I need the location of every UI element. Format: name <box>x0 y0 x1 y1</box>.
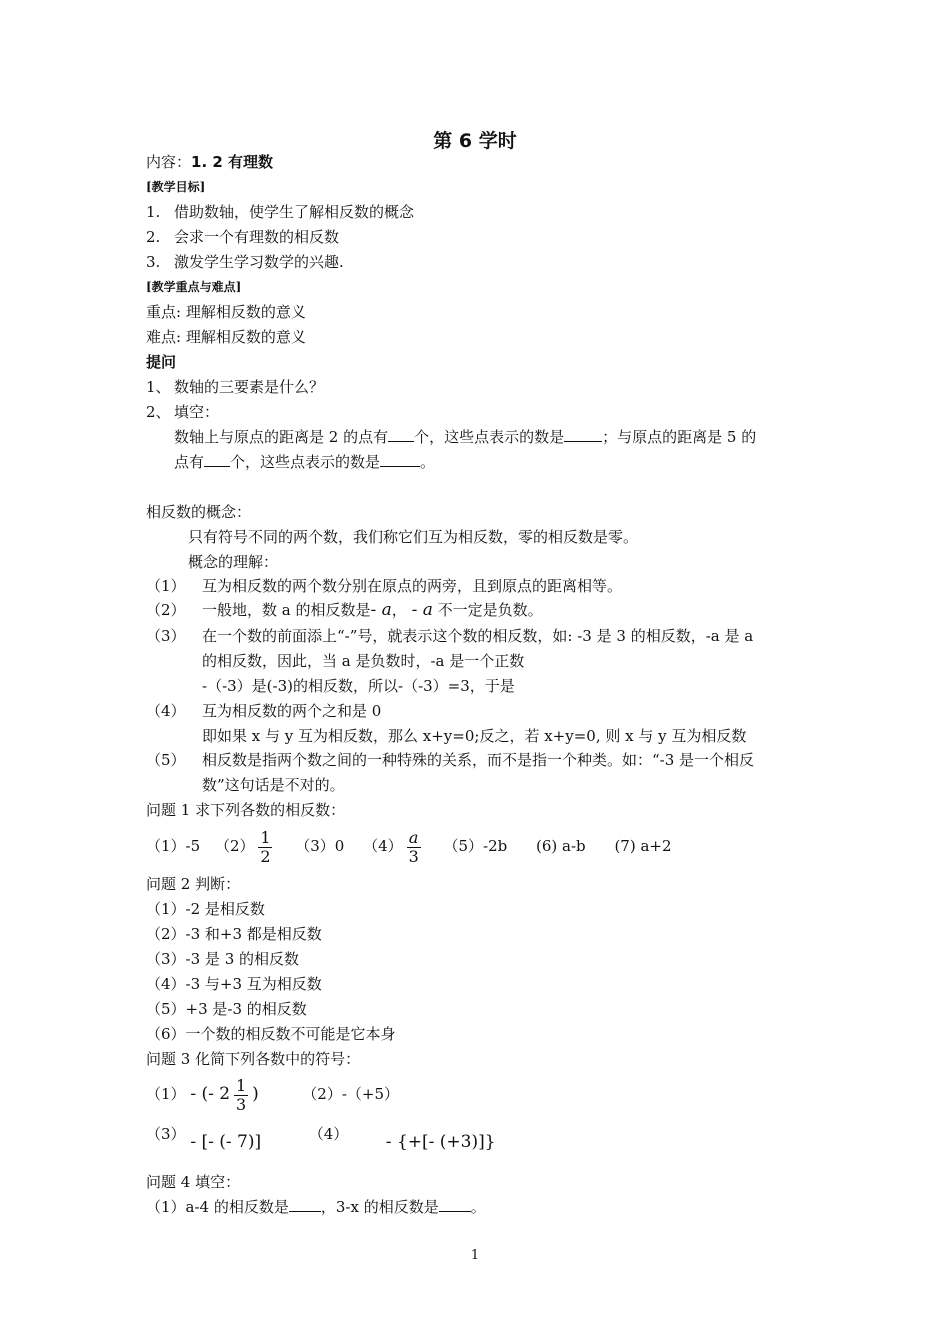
point-item <box>146 626 753 646</box>
page-title: 第 6 学时 <box>433 130 517 152</box>
key-point: 重点: 理解相反数的意义 <box>146 303 306 321</box>
question-text: 填空： <box>174 403 220 421</box>
fill-blank-line <box>174 427 756 447</box>
point-text: 不一定是负数。 <box>437 601 543 619</box>
point-text: 相反数是指两个数之间的一种特殊的关系，而不是指一个种类。如：“-3 是一个相反 <box>202 751 755 769</box>
problem-item: （5）-2b <box>443 837 508 855</box>
problem2-item: （3）-3 是 3 的相反数 <box>146 950 300 968</box>
math-expression: - a <box>370 600 392 620</box>
point-text: 互为相反数的两个数分别在原点的两旁，且到原点的距离相等。 <box>202 577 623 595</box>
point-continuation: 即如果 x 与 y 互为相反数，那么 x+y=0;反之，若 x+y=0, 则 x 与 y 互为相反数 <box>202 727 747 745</box>
problem3-row <box>146 1074 399 1114</box>
math-expression: - (- 2 <box>190 1084 231 1104</box>
problem2-heading: 问题 2 判断： <box>146 875 241 893</box>
question-num: 1、 <box>146 378 171 396</box>
fill-blank-line <box>174 452 435 472</box>
question-heading: 提问 <box>146 353 177 371</box>
blank <box>439 1197 471 1212</box>
problem2-item: （4）-3 与+3 互为相反数 <box>146 975 322 993</box>
goal-item <box>146 227 339 247</box>
text: 点有 <box>174 453 205 471</box>
problem-item: （3）0 <box>295 837 345 855</box>
point-continuation: 数”这句话是不对的。 <box>202 776 345 794</box>
denominator: 3 <box>235 1094 247 1114</box>
denominator: 2 <box>260 846 271 866</box>
point-item <box>146 701 381 721</box>
math-expression: ) <box>252 1084 259 1104</box>
text: 个，这些点表示的数是 <box>414 428 565 446</box>
math-expression: - a <box>411 600 433 620</box>
goal-item <box>146 252 344 272</box>
content-label: 内容： <box>146 153 192 171</box>
page-number: 1 <box>470 1248 480 1263</box>
problem-item: （1）-5 <box>146 837 201 855</box>
goal-text: 激发学生学习数学的兴趣. <box>174 253 344 271</box>
question-item <box>146 402 219 422</box>
separator: ， <box>391 601 407 619</box>
blank <box>289 1197 321 1212</box>
point-num: （4） <box>146 702 186 720</box>
goals-heading: [教学目标] <box>146 180 206 194</box>
blank <box>380 452 420 467</box>
numerator: 1 <box>260 827 271 847</box>
text: ，3-x 的相反数是 <box>320 1198 439 1216</box>
problem2-item: （5）+3 是-3 的相反数 <box>146 1000 307 1018</box>
point-num: （5） <box>146 751 186 769</box>
difficult-point: 难点: 理解相反数的意义 <box>146 328 306 346</box>
question-text: 数轴的三要素是什么？ <box>174 378 325 396</box>
text: （1）a-4 的相反数是 <box>146 1198 289 1216</box>
concept-definition: 只有符号不同的两个数，我们称它们互为相反数，零的相反数是零。 <box>188 528 639 546</box>
text: 数轴上与原点的距离是 2 的点有 <box>174 428 389 446</box>
blank <box>564 427 602 442</box>
problem-item: （4） <box>308 1125 349 1143</box>
goal-num: 2. <box>146 228 161 246</box>
content-line <box>146 152 273 172</box>
focus-heading: [教学重点与难点] <box>146 280 242 294</box>
problem-item: （4） <box>363 837 403 855</box>
problem-item: (7) a+2 <box>614 837 672 855</box>
problem2-item: （2）-3 和+3 都是相反数 <box>146 925 322 943</box>
goal-num: 1. <box>146 203 161 221</box>
point-continuation: -（-3）是(-3)的相反数，所以-（-3）=3，于是 <box>202 677 515 695</box>
problem4-heading: 问题 4 填空： <box>146 1173 241 1191</box>
goal-num: 3. <box>146 253 161 271</box>
point-item <box>146 600 543 620</box>
question-num: 2、 <box>146 403 171 421</box>
content-value: 1. 2 有理数 <box>191 153 274 171</box>
point-text: 在一个数的前面添上“-”号，就表示这个数的相反数，如: -3 是 3 的相反数，-a 是 a <box>202 627 754 645</box>
fraction <box>258 829 272 866</box>
problem-item: （2） <box>214 837 255 855</box>
problem1-heading: 问题 1 求下列各数的相反数： <box>146 801 346 819</box>
fraction <box>407 829 421 866</box>
problem3-row <box>146 1124 496 1160</box>
concept-heading: 相反数的概念： <box>146 503 252 521</box>
problem-item: （3） <box>146 1125 186 1143</box>
point-num: （2） <box>146 601 186 619</box>
problem3-heading: 问题 3 化简下列各数中的符号： <box>146 1050 361 1068</box>
problem4-item <box>146 1197 486 1217</box>
denominator: 3 <box>408 846 419 866</box>
problem-item: (6) a-b <box>536 837 586 855</box>
blank <box>204 452 230 467</box>
text: ；与原点的距离是 5 的 <box>602 428 757 446</box>
math-expression: - {+[- (+3)]} <box>385 1132 496 1152</box>
text: 。 <box>470 1198 486 1216</box>
point-item <box>146 750 754 770</box>
problem1-items <box>146 826 672 866</box>
numerator: a <box>408 827 419 847</box>
problem-item: （2）-（+5） <box>302 1085 400 1103</box>
point-text: 互为相反数的两个之和是 0 <box>202 702 382 720</box>
math-expression: - [- (- 7)] <box>190 1132 262 1152</box>
text: 个，这些点表示的数是 <box>230 453 381 471</box>
problem-item: （1） <box>146 1085 186 1103</box>
goal-item <box>146 202 414 222</box>
problem2-item: （6）一个数的相反数不可能是它本身 <box>146 1025 396 1043</box>
concept-understanding: 概念的理解： <box>188 553 279 571</box>
goal-text: 会求一个有理数的相反数 <box>174 228 340 246</box>
numerator: 1 <box>235 1075 247 1095</box>
point-text: 一般地，数 a 的相反数是 <box>202 601 371 619</box>
point-num: （3） <box>146 627 186 645</box>
text: 。 <box>420 453 436 471</box>
goal-text: 借助数轴，使学生了解相反数的概念 <box>174 203 415 221</box>
problem2-item: （1）-2 是相反数 <box>146 900 265 918</box>
blank <box>388 427 414 442</box>
question-item <box>146 377 324 397</box>
point-num: （1） <box>146 577 186 595</box>
fraction <box>234 1077 248 1114</box>
point-item <box>146 576 622 596</box>
point-continuation: 的相反数，因此，当 a 是负数时，-a 是一个正数 <box>202 652 525 670</box>
